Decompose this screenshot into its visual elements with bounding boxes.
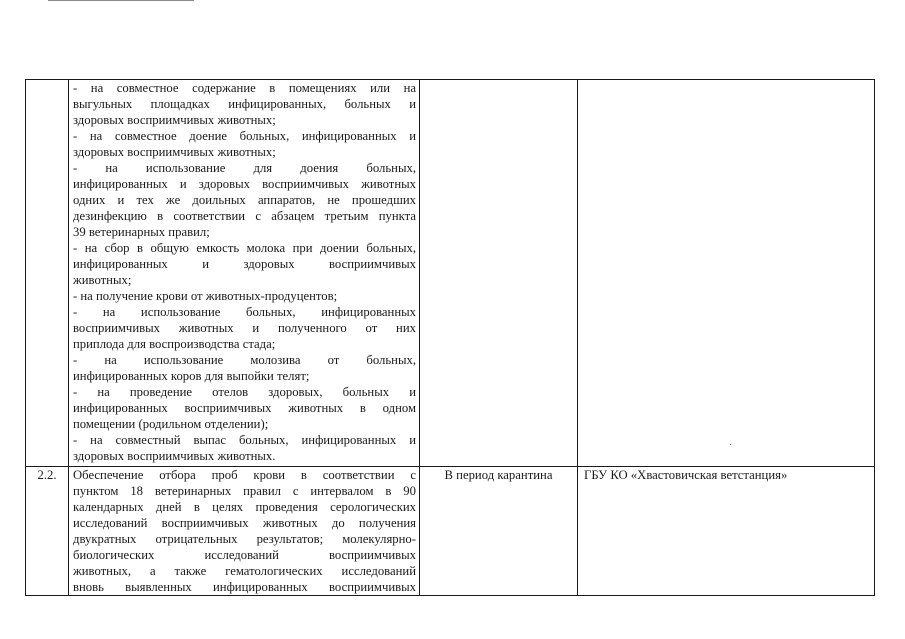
text-line: здоровых восприимчивых животных; [73, 145, 276, 159]
text-line: одних и тех же доильных аппаратов, не прошедших [73, 193, 416, 207]
row-number-cell [26, 467, 69, 596]
text-line: восприимчивых животных и полученного от них [73, 321, 416, 335]
measure-text-cell [69, 80, 420, 467]
responsible-text: ГБУ КО «Хвастовичская ветстанция» [584, 468, 788, 482]
text-line: здоровых восприимчивых животных; [73, 113, 276, 127]
text-line: - на совместный выпас больных, инфицированных и [73, 433, 416, 447]
text-line: - на использование для доения больных, [73, 161, 416, 175]
text-line: инфицированных и здоровых восприимчивых [73, 257, 416, 271]
text-line: животных, а также гематологических исследований [73, 564, 416, 578]
text-line: дезинфекцию в соответствии с абзацем третьим пункта [73, 209, 416, 223]
text-line: инфицированных коров для выпойки телят; [73, 369, 310, 383]
text-line: - на проведение отелов здоровых, больных и [73, 385, 416, 399]
text-line: вновь выявленных инфицированных восприимчивых [73, 580, 416, 594]
text-line: выгульных площадках инфицированных, больных и [73, 97, 416, 111]
table-row [26, 80, 875, 467]
period-cell [420, 467, 578, 596]
measure-text-cell [69, 467, 420, 596]
text-line: - на использование больных, инфицированных [73, 305, 416, 319]
text-line: календарных дней в целях проведения серологических [73, 500, 416, 514]
text-line: исследований восприимчивых животных до получения [73, 516, 416, 530]
text-line: инфицированных восприимчивых животных в одном [73, 401, 416, 415]
text-line: - на использование молозива от больных, [73, 353, 416, 367]
table-row [26, 467, 875, 596]
measures-table [25, 79, 875, 596]
header-rule [48, 0, 194, 1]
text-line: биологических исследований восприимчивых [73, 548, 416, 562]
text-line: животных; [73, 273, 132, 287]
text-line: двукратных отрицательных результатов; молекулярно- [73, 532, 416, 546]
text-line: - на совместное содержание в помещениях или на [73, 81, 416, 95]
row-number-cell [26, 80, 69, 467]
text-line: здоровых восприимчивых животных. [73, 449, 276, 463]
text-line: - на получение крови от животных-продуцентов; [73, 289, 338, 303]
responsible-cell [578, 80, 875, 467]
scan-speck: · [729, 440, 733, 451]
text-line: 39 ветеринарных правил; [73, 225, 210, 239]
responsible-cell [578, 467, 875, 596]
period-text: В период карантина [444, 468, 553, 482]
text-line: приплода для воспроизводства стада; [73, 337, 276, 351]
text-line: Обеспечение отбора проб крови в соответствии с [73, 468, 416, 482]
text-line: - на сбор в общую емкость молока при доении больных, [73, 241, 416, 255]
text-line: пунктом 18 ветеринарных правил с интервалом в 90 [73, 484, 416, 498]
text-line: - на совместное доение больных, инфицированных и [73, 129, 416, 143]
text-line: инфицированных и здоровых восприимчивых животных [73, 177, 416, 191]
text-line: помещении (родильном отделении); [73, 417, 269, 431]
period-cell [420, 80, 578, 467]
row-number: 2.2. [37, 468, 57, 482]
